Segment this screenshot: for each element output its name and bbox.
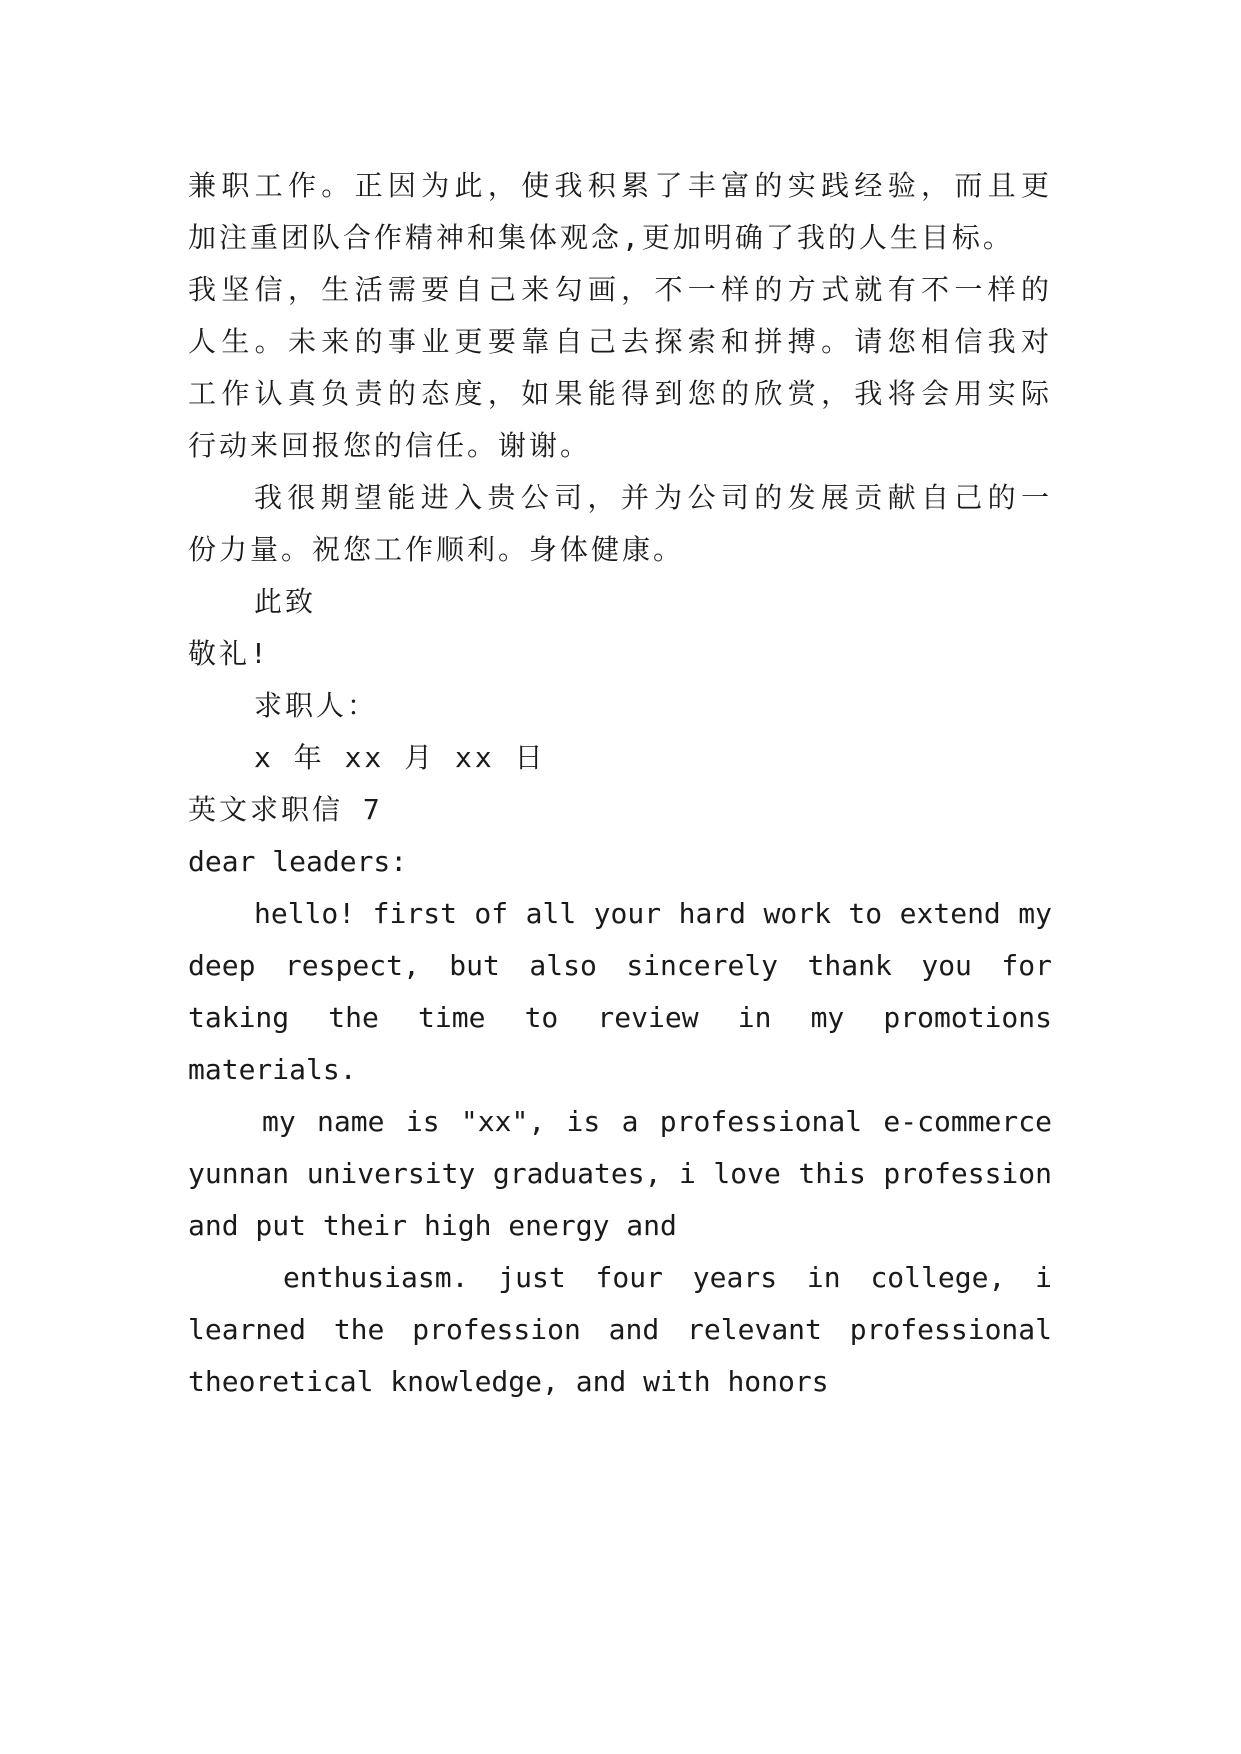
text-line: taking the time to review in my promotions bbox=[188, 1001, 1052, 1034]
date-line: x 年 xx 月 xx 日 bbox=[254, 741, 546, 774]
text-line: 兼职工作。正因为此，使我积累了丰富的实践经验，而且更 bbox=[188, 169, 1052, 202]
text-line: 人生。未来的事业更要靠自己去探索和拼搏。请您相信我对 bbox=[188, 325, 1052, 358]
closing-salutation: 此致 bbox=[254, 585, 317, 618]
text-line: 我很期望能进入贵公司，并为公司的发展贡献自己的一 bbox=[254, 481, 1052, 514]
text-line: yunnan university graduates, i love this profession bbox=[188, 1157, 1052, 1190]
text-line: enthusiasm. just four years in college, i bbox=[283, 1261, 1052, 1294]
letter-greeting: dear leaders: bbox=[188, 845, 408, 878]
text-line: 行动来回报您的信任。谢谢。 bbox=[188, 429, 592, 462]
text-line: deep respect, but also sincerely thank you for bbox=[188, 949, 1052, 982]
text-line: 工作认真负责的态度，如果能得到您的欣赏，我将会用实际 bbox=[188, 377, 1052, 410]
text-line: hello! first of all your hard work to extend my bbox=[254, 897, 1052, 930]
text-line: and put their high energy and bbox=[188, 1209, 677, 1242]
text-line: my name is "xx", is a professional e-commerce bbox=[262, 1105, 1052, 1138]
text-line: theoretical knowledge, and with honors bbox=[188, 1365, 829, 1398]
applicant-label: 求职人： bbox=[254, 689, 379, 722]
text-line: 加注重团队合作精神和集体观念,更加明确了我的人生目标。 bbox=[188, 221, 1014, 254]
text-line: 份力量。祝您工作顺利。身体健康。 bbox=[188, 533, 685, 566]
text-line: 我坚信，生活需要自己来勾画，不一样的方式就有不一样的 bbox=[188, 273, 1052, 306]
text-line: learned the profession and relevant professional bbox=[188, 1313, 1052, 1346]
text-line: materials. bbox=[188, 1053, 357, 1086]
section-heading: 英文求职信 7 bbox=[188, 793, 383, 826]
closing-regards: 敬礼! bbox=[188, 637, 270, 670]
